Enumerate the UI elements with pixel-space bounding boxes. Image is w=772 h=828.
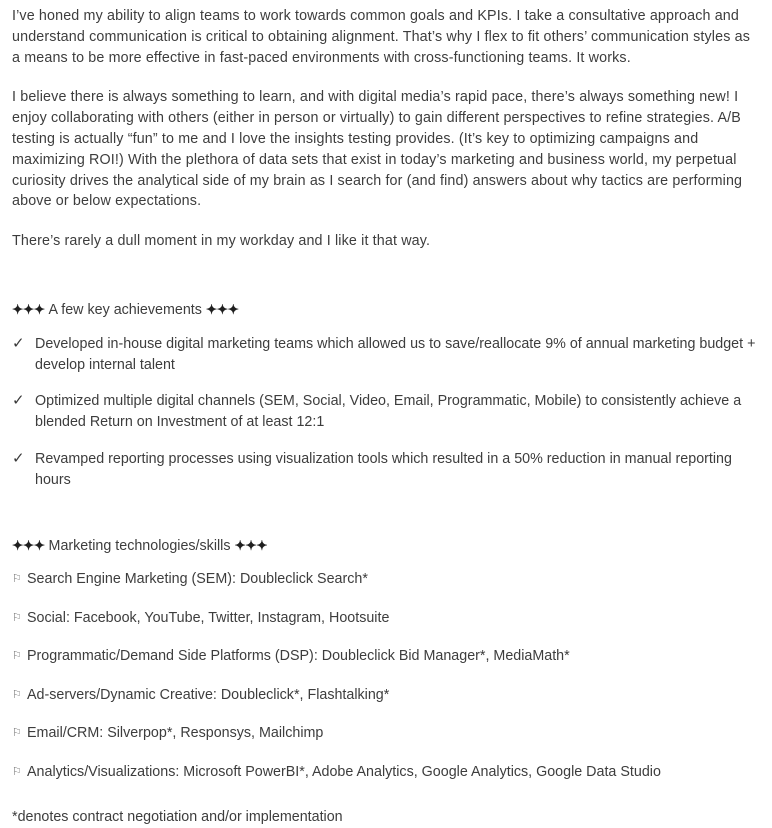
list-item [12,685,756,707]
list-item [12,391,756,433]
spacer-before-achievements [12,271,756,280]
flag-bullet-icon: ⚐ [12,650,22,663]
paragraph-intro: I’ve honed my ability to align teams to work towards common goals and KPIs. I take a consultative approach and understand communication is critical to obtaining alignment. That’s why I flex to fit others’ communication styles as a means to be more effective in fast-paced environments with cross-functioning teams. It works. [12,8,751,66]
list-item [12,762,756,784]
achievement-text: Revamped reporting processes using visualization tools which resulted in a 50% reduction in manual reporting hours [35,450,732,488]
skill-text: Search Engine Marketing (SEM): Doubleclick Search* [27,571,368,588]
list-item [12,569,756,591]
paragraph-learning: I believe there is always something to learn, and with digital media’s rapid pace, there’s always something new! I enjoy collaborating with others (either in person or virtually) to gain different perspectives to refine strategies. A/B testing is actually “fun” to me and I love the insights testing provides. (It’s key to optimizing campaigns and maximizing ROI!) With the plethora of data sets that exist in today’s marketing and business world, my perpetual curiosity drives the analytical side of my brain as I search for (and find) answers about why tactics are performing above or below expectations. [12,89,743,210]
achievements-heading [12,300,756,321]
check-icon: ✓ [12,334,25,352]
decorative-flower-left-icon: ✦✦✦ [12,537,45,553]
skill-text: Programmatic/Demand Side Platforms (DSP): Doubleclick Bid Manager*, MediaMath* [27,648,570,665]
flag-bullet-icon: ⚐ [12,688,22,701]
spacer-before-skills [12,507,756,516]
list-item [12,449,756,491]
skill-text: Email/CRM: Silverpop*, Responsys, Mailchimp [27,725,324,742]
paragraph-closing: There’s rarely a dull moment in my workday and I like it that way. [12,233,431,250]
list-item [12,646,756,668]
check-icon: ✓ [12,392,25,410]
flag-bullet-icon: ⚐ [12,611,22,624]
achievement-text: Developed in-house digital marketing teams which allowed us to save/reallocate 9% of annual marketing budget + develop internal talent [35,335,756,373]
footnote-text: *denotes contract negotiation and/or implementation [12,809,343,826]
achievement-text: Optimized multiple digital channels (SEM, Social, Video, Email, Programmatic, Mobile) to consistently achieve a blended Return on Investment of at least 12:1 [35,393,742,431]
list-item [12,608,756,630]
check-icon: ✓ [12,449,25,467]
flag-bullet-icon: ⚐ [12,727,22,740]
achievements-heading-label: A few key achievements [48,301,202,318]
flag-bullet-icon: ⚐ [12,573,22,586]
skills-heading-label: Marketing technologies/skills [48,537,231,554]
decorative-flower-right-icon: ✦✦✦ [234,537,268,553]
list-item [12,723,756,745]
skill-text: Social: Facebook, YouTube, Twitter, Instagram, Hootsuite [27,609,390,626]
list-item [12,334,756,376]
decorative-flower-right-icon: ✦✦✦ [205,301,239,317]
skills-heading [12,536,756,557]
skill-text: Ad-servers/Dynamic Creative: Doubleclick*, Flashtalking* [27,686,390,703]
flag-bullet-icon: ⚐ [12,765,22,778]
skill-text: Analytics/Visualizations: Microsoft PowerBI*, Adobe Analytics, Google Analytics, Google Data Studio [27,763,661,780]
decorative-flower-left-icon: ✦✦✦ [12,301,45,317]
